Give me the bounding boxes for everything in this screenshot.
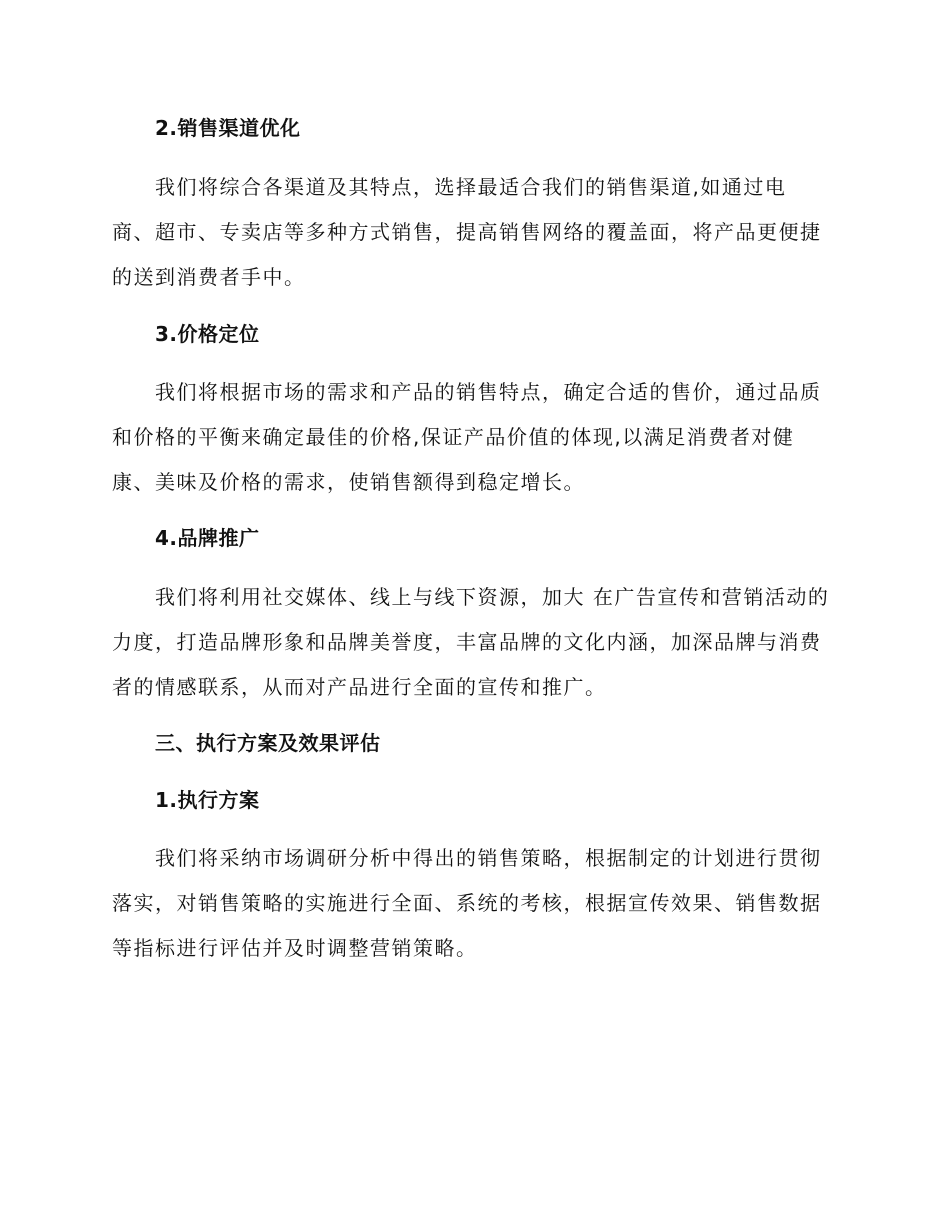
paragraph-line: 我们将根据市场的需求和产品的销售特点，确定合适的售价，通过品质 xyxy=(155,380,822,404)
paragraph-line: 者的情感联系，从而对产品进行全面的宣传和推广。 xyxy=(112,675,607,699)
chapter-heading-execution-evaluation: 三、执行方案及效果评估 xyxy=(155,731,381,755)
paragraph-line: 和价格的平衡来确定最佳的价格,保证产品价值的体现,以满足消费者对健 xyxy=(112,425,795,449)
paragraph-line: 力度，打造品牌形象和品牌美誉度，丰富品牌的文化内涵，加深品牌与消费 xyxy=(112,630,822,654)
paragraph-line: 我们将综合各渠道及其特点，选择最适合我们的销售渠道,如通过电 xyxy=(155,175,787,199)
paragraph-line: 康、美味及价格的需求，使销售额得到稳定增长。 xyxy=(112,470,585,494)
section-heading-sales-channel: 2.销售渠道优化 xyxy=(155,116,301,140)
section-heading-pricing: 3.价格定位 xyxy=(155,322,260,346)
paragraph-line: 商、超市、专卖店等多种方式销售，提高销售网络的覆盖面，将产品更便捷 xyxy=(112,220,822,244)
paragraph-line: 落实，对销售策略的实施进行全面、系统的考核，根据宣传效果、销售数据 xyxy=(112,891,822,915)
paragraph-line: 等指标进行评估并及时调整营销策略。 xyxy=(112,936,478,960)
paragraph-line: 我们将采纳市场调研分析中得出的销售策略，根据制定的计划进行贯彻 xyxy=(155,846,822,870)
paragraph-line: 的送到消费者手中。 xyxy=(112,265,306,289)
section-heading-brand-promotion: 4.品牌推广 xyxy=(155,526,260,550)
paragraph-line: 我们将利用社交媒体、线上与线下资源，加大 在广告宣传和营销活动的 xyxy=(155,585,830,609)
section-heading-execution-plan: 1.执行方案 xyxy=(155,788,260,812)
